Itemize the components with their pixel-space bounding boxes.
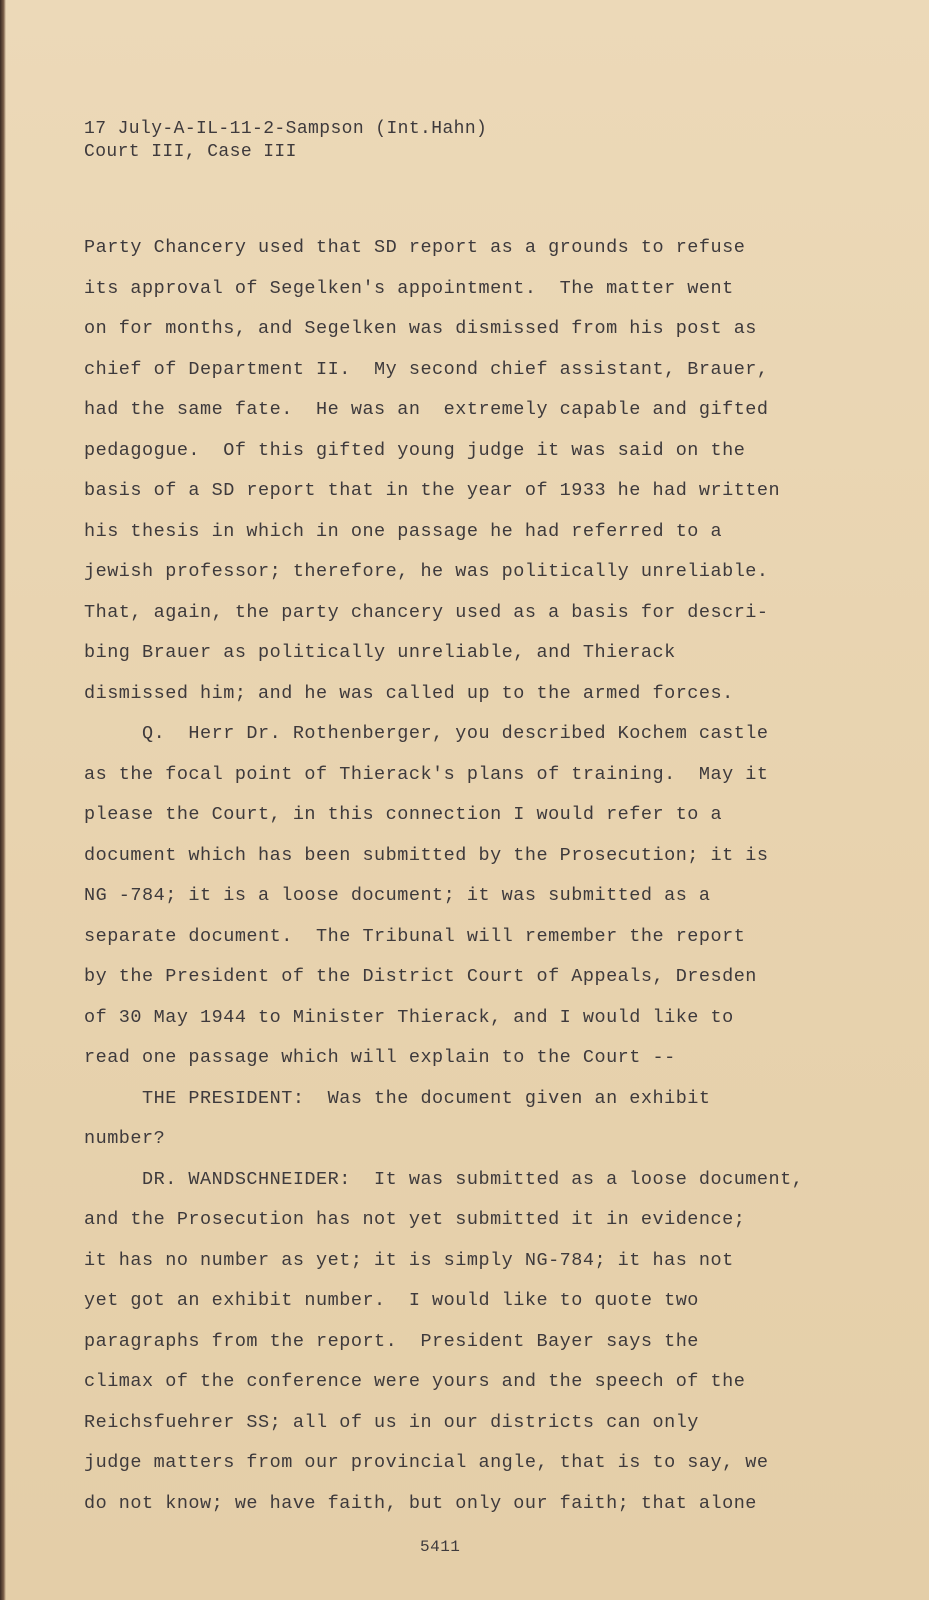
page-edge-shadow [0, 0, 6, 1600]
body-line: judge matters from our provincial angle, that is to say, we [84, 1452, 769, 1473]
body-line: climax of the conference were yours and the speech of the [84, 1371, 746, 1392]
body-line: THE PRESIDENT: Was the document given an exhibit [84, 1088, 711, 1109]
body-line: jewish professor; therefore, he was politically unreliable. [84, 561, 769, 582]
body-line: do not know; we have faith, but only our faith; that alone [84, 1493, 757, 1514]
body-line: its approval of Segelken's appointment. The matter went [84, 278, 734, 299]
body-line: Reichsfuehrer SS; all of us in our districts can only [84, 1412, 699, 1433]
body-line: by the President of the District Court of Appeals, Dresden [84, 966, 757, 987]
body-line: Q. Herr Dr. Rothenberger, you described Kochem castle [84, 723, 769, 744]
body-line: please the Court, in this connection I would refer to a [84, 804, 723, 825]
body-line: of 30 May 1944 to Minister Thierack, and I would like to [84, 1007, 734, 1028]
body-line: it has no number as yet; it is simply NG-784; it has not [84, 1250, 734, 1271]
body-line: That, again, the party chancery used as a basis for descri- [84, 602, 769, 623]
page-number: 5411 [420, 1538, 461, 1556]
body-line: NG -784; it is a loose document; it was submitted as a [84, 885, 711, 906]
body-line: had the same fate. He was an extremely capable and gifted [84, 399, 769, 420]
header-line-2: Court III, Case III [84, 142, 297, 162]
body-line: yet got an exhibit number. I would like to quote two [84, 1290, 699, 1311]
body-line: bing Brauer as politically unreliable, and Thierack [84, 642, 676, 663]
body-line: and the Prosecution has not yet submitted it in evidence; [84, 1209, 746, 1230]
body-line: his thesis in which in one passage he had referred to a [84, 521, 723, 542]
body-line: basis of a SD report that in the year of 1933 he had written [84, 480, 781, 501]
body-line: read one passage which will explain to the Court -- [84, 1047, 676, 1068]
body-line: number? [84, 1128, 166, 1149]
body-line: dismissed him; and he was called up to the armed forces. [84, 683, 734, 704]
body-line: DR. WANDSCHNEIDER: It was submitted as a loose document, [84, 1169, 804, 1190]
body-line: Party Chancery used that SD report as a grounds to refuse [84, 237, 746, 258]
body-line: chief of Department II. My second chief assistant, Brauer, [84, 359, 769, 380]
document-header [84, 118, 487, 164]
body-line: on for months, and Segelken was dismissed from his post as [84, 318, 757, 339]
header-line-1: 17 July-A-IL-11-2-Sampson (Int.Hahn) [84, 119, 488, 139]
body-line: paragraphs from the report. President Bayer says the [84, 1331, 699, 1352]
body-line: document which has been submitted by the Prosecution; it is [84, 845, 769, 866]
body-line: as the focal point of Thierack's plans of training. May it [84, 764, 769, 785]
body-line: pedagogue. Of this gifted young judge it was said on the [84, 440, 746, 461]
body-line: separate document. The Tribunal will remember the report [84, 926, 746, 947]
